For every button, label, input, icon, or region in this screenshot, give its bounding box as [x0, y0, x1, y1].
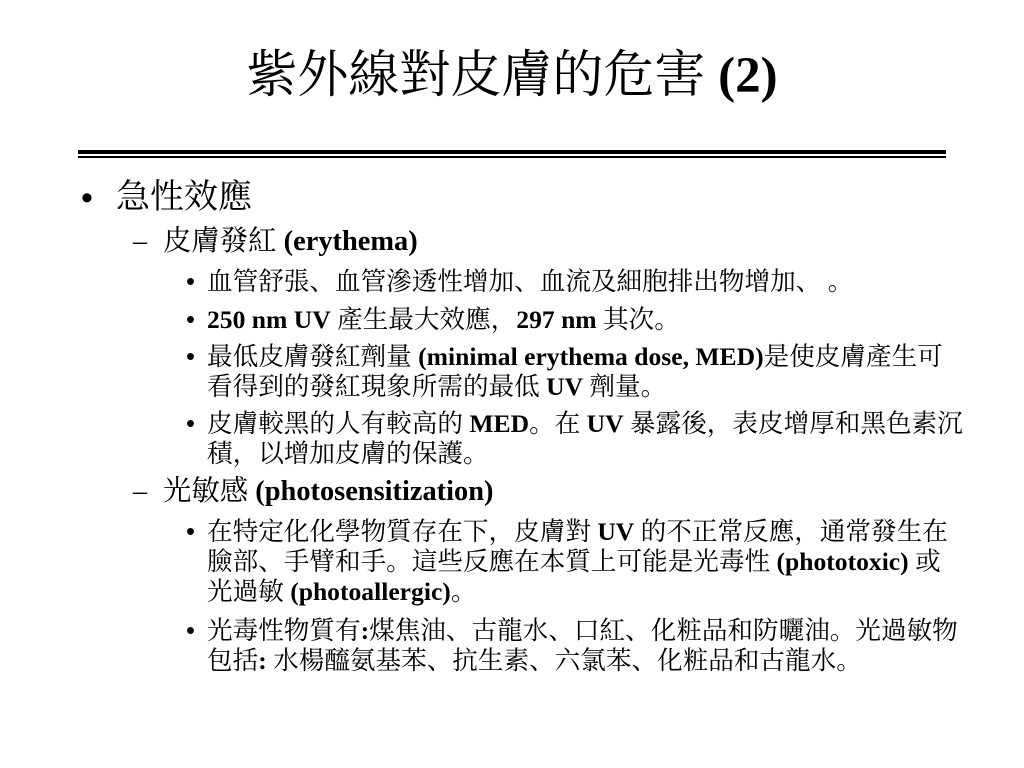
point-line: [207, 305, 680, 335]
term-segment: (minimal erythema dose, MED): [418, 342, 764, 371]
point-line: [207, 439, 963, 469]
text-segment: 或: [908, 547, 941, 576]
point-line: [207, 372, 943, 402]
text-segment: 最低皮膚發紅劑量: [207, 342, 419, 371]
term-segment: :: [360, 616, 370, 645]
term-segment: UV: [597, 517, 635, 546]
text-segment: 劑量。: [583, 372, 667, 401]
term-segment: :: [258, 646, 267, 675]
term-segment: 250 nm UV: [207, 305, 331, 334]
topic-photosensitization: [0, 475, 1024, 507]
point-line: [207, 616, 958, 646]
point-line: [207, 646, 958, 676]
topic-text: [163, 225, 418, 259]
text-segment: 的不正常反應，通常發生在: [634, 517, 948, 546]
point-bullet-marker: •: [186, 410, 195, 438]
point-bullet-marker: •: [186, 343, 195, 371]
point-line: [207, 267, 853, 297]
text-segment: 皮膚較黑的人有較高的: [207, 409, 470, 438]
text-segment: 光過敏: [207, 577, 291, 606]
point-bullet-marker: •: [186, 306, 195, 334]
term-segment: (phototoxic): [776, 547, 909, 576]
point-text: [207, 342, 943, 402]
point-bullet-marker: •: [186, 617, 195, 645]
topic-text: [163, 475, 493, 509]
title-divider-thin: [78, 156, 946, 158]
point-line: [207, 342, 943, 372]
text-segment: 看得到的發紅現象所需的最低: [207, 372, 547, 401]
section-bullet-marker: •: [81, 179, 93, 217]
point-med-definition: [0, 342, 1024, 401]
point-photosensitizing-substances: [0, 616, 1024, 675]
point-line: [207, 547, 948, 577]
text-segment: 是使皮膚產生可: [763, 342, 943, 371]
text-segment: 光毒性物質有: [207, 616, 361, 645]
point-bullet-marker: •: [186, 268, 195, 296]
section-acute-effects: [0, 178, 1024, 217]
slide-title: [0, 45, 1024, 107]
term-segment: 297 nm: [516, 305, 597, 334]
point-line: [207, 577, 948, 607]
term-segment: (photoallergic): [290, 577, 451, 606]
point-abnormal-reaction: [0, 517, 1024, 606]
point-darker-skin-med: [0, 409, 1024, 468]
text-segment: 包括: [207, 646, 259, 675]
topic-erythema: [0, 225, 1024, 257]
section-label: 急性效應: [116, 179, 252, 216]
point-text: [207, 305, 680, 335]
point-bullet-marker: •: [186, 518, 195, 546]
text-segment: 暴露後，表皮增厚和黑色素沉: [623, 409, 963, 438]
text-segment: 臉部、手臂和手。這些反應在本質上可能是光毒性: [207, 547, 777, 576]
point-vascular-changes: [0, 267, 1024, 296]
topic-term: (photosensitization): [255, 476, 494, 507]
text-segment: 在特定化化學物質存在下，皮膚對: [207, 517, 598, 546]
topic-dash-marker: –: [133, 476, 147, 507]
term-segment: MED: [469, 409, 530, 438]
text-segment: 產生最大效應，: [330, 305, 517, 334]
topic-label: 光敏感: [163, 476, 249, 507]
text-segment: 積，以增加皮膚的保護。: [207, 439, 489, 468]
text-segment: 血管舒張、血管滲透性增加、血流及細胞排出物增加、 。: [207, 267, 854, 296]
point-text: [207, 409, 963, 469]
slide-title-text: 紫外線對皮膚的危害: [246, 48, 706, 104]
topic-term: (erythema): [283, 226, 418, 257]
point-line: [207, 517, 948, 547]
point-peak-wavelength: [0, 305, 1024, 334]
term-segment: UV: [546, 372, 584, 401]
text-segment: 其次。: [596, 305, 680, 334]
text-segment: 。: [450, 577, 477, 606]
term-segment: UV: [586, 409, 624, 438]
point-line: [207, 409, 963, 439]
text-segment: 。在: [529, 409, 587, 438]
topic-dash-marker: –: [133, 226, 147, 257]
text-segment: 水楊醯氨基苯、抗生素、六氯苯、化粧品和古龍水。: [266, 646, 862, 675]
title-divider-thick: [78, 150, 946, 154]
text-segment: 煤焦油、古龍水、口紅、化粧品和防曬油。光過敏物: [369, 616, 958, 645]
topic-label: 皮膚發紅: [163, 226, 277, 257]
section-text: [116, 178, 252, 218]
point-text: [207, 517, 948, 607]
point-text: [207, 616, 958, 676]
slide-title-number: (2): [718, 48, 778, 104]
point-text: [207, 267, 853, 297]
